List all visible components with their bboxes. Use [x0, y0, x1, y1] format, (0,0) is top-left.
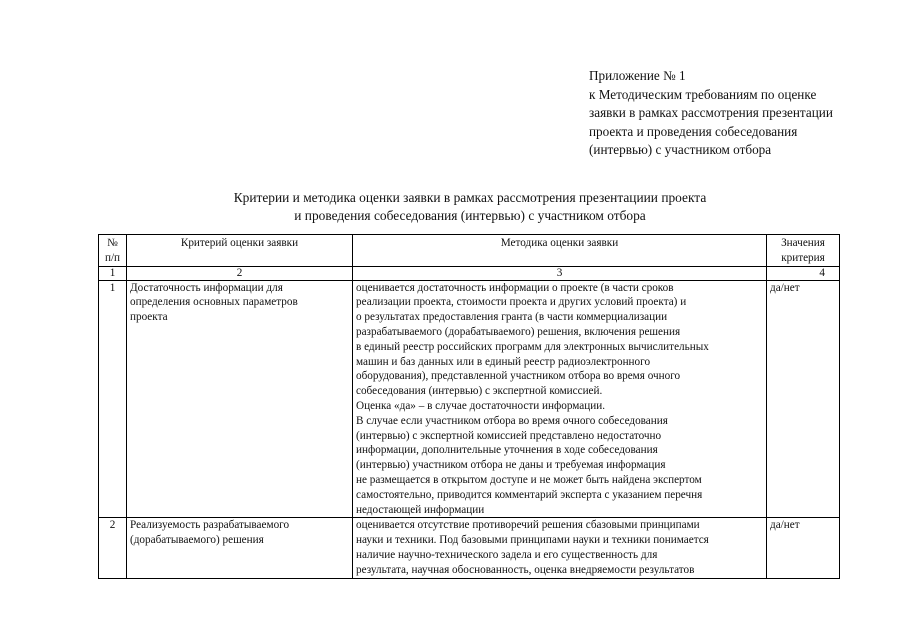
method-line: (интервью) с экспертной комиссией представлено недостаточно [356, 429, 662, 442]
title-line: и проведения собеседования (интервью) с участником отбора [294, 208, 646, 223]
criterion-cell [127, 518, 353, 578]
value-cell: да/нет [767, 518, 840, 578]
table-row [99, 518, 840, 578]
title-line: Критерии и методика оценки заявки в рамках рассмотрения презентациии проекта [233, 190, 707, 205]
appendix-heading [589, 67, 889, 160]
method-line: оценивается достаточность информации о проекте (в части сроков [356, 281, 674, 294]
method-line: самостоятельно, приводится комментарий эксперта с указанием перечня [356, 488, 703, 501]
method-line: В случае если участником отбора во время очного собеседования [356, 414, 668, 427]
method-line: реализации проекта, стоимости проекта и других условий проекта) и [356, 296, 687, 309]
method-cell [353, 280, 767, 518]
method-line: разрабатываемого (дорабатываемого) решения, включения решения [356, 325, 681, 338]
header-values-line: критерия [781, 251, 825, 264]
table-row [99, 280, 840, 518]
header-num [99, 235, 127, 267]
criterion-line: (дорабатываемого) решения [130, 534, 264, 547]
appendix-line: проекта и проведения собеседования [589, 123, 798, 139]
method-line: науки и техники. Под базовыми принципами науки и техники понимается [356, 534, 709, 547]
method-line: не размещается в открытом доступе и не может быть найдена экспертом [356, 473, 702, 486]
method-line: о результатах предоставления гранта (в части коммерциализации [356, 311, 668, 324]
method-cell [353, 518, 767, 578]
appendix-line: (интервью) с участником отбора [589, 142, 772, 157]
header-num-line: п/п [104, 251, 121, 264]
appendix-line: Приложение № 1 [589, 68, 686, 83]
method-line: в единый реестр российских программ для электронных вычислительных [356, 340, 709, 353]
method-line: недостающей информации [356, 503, 485, 516]
document-title [120, 189, 820, 225]
method-line: информации, дополнительные уточнения в ходе собеседования [356, 444, 658, 457]
value-cell: да/нет [767, 280, 840, 518]
header-num-line: № [107, 237, 118, 249]
criteria-table [98, 234, 840, 579]
header-values-line: Значения [781, 237, 825, 249]
appendix-line: к Методическим требованиям по оценке [589, 86, 817, 102]
method-line: оценивается отсутствие противоречий решения сбазовыми принципами [356, 519, 700, 532]
method-line: машин и баз данных или в единый реестр радиоэлектронного [356, 355, 651, 368]
column-index: 1 [99, 266, 127, 280]
method-line: результата, научная обоснованность, оценка внедряемости результатов [356, 563, 695, 576]
header-values [767, 235, 840, 267]
table-header-row [99, 235, 840, 267]
column-index: 2 [127, 266, 353, 280]
header-method: Методика оценки заявки [353, 235, 767, 267]
method-line: наличие научно-технического задела и его существенность для [356, 548, 658, 561]
header-criterion: Критерий оценки заявки [127, 235, 353, 267]
method-line: (интервью) участником отбора не даны и требуемая информация [356, 459, 666, 472]
method-line: оборудования), представленной участником отбора во время очного [356, 370, 681, 383]
row-number: 1 [99, 280, 127, 518]
column-index: 4 [767, 266, 840, 280]
method-line: Оценка «да» – в случае достаточности информации. [356, 399, 606, 412]
criterion-line: проекта [130, 311, 168, 324]
criterion-line: Достаточность информации для [130, 281, 283, 294]
column-index-row [99, 266, 840, 280]
method-line: собеседования (интервью) с экспертной комиссией. [356, 385, 603, 398]
column-index: 3 [353, 266, 767, 280]
row-number: 2 [99, 518, 127, 578]
criterion-line: Реализуемость разрабатываемого [130, 519, 290, 532]
criterion-line: определения основных параметров [130, 296, 298, 309]
appendix-line: заявки в рамках рассмотрения презентации [589, 105, 833, 120]
criterion-cell [127, 280, 353, 518]
